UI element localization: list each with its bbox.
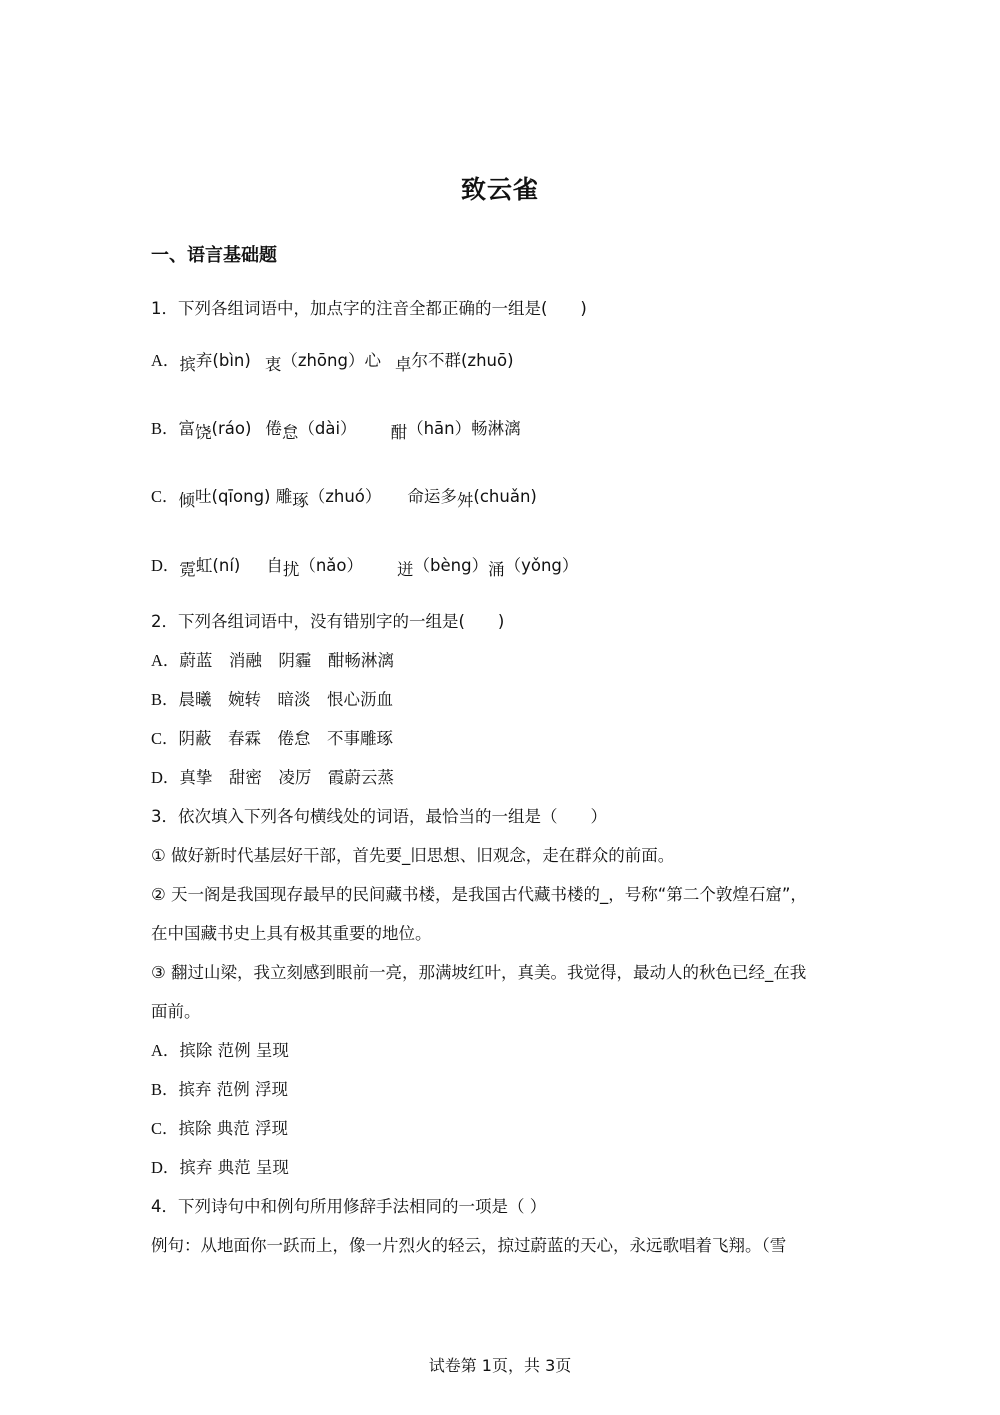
question-3-option-d: D．摈弃 典范 呈现 (151, 1158, 289, 1177)
question-3-sentence-2: ② 天一阁是我国现存最早的民间藏书楼，是我国古代藏书楼的_，号称“第二个敦煌石窟”， (151, 885, 807, 904)
question-3-option-c: C．摈除 典范 浮现 (151, 1119, 289, 1138)
question-1-option-a: A．摈弃(bìn) 衷（zhōng）心 卓尔不群(zhuō) (151, 351, 514, 374)
page-footer: 试卷第 1页，共 3页 (428, 1356, 572, 1375)
question-3-option-b: B．摈弃 范例 浮现 (151, 1080, 289, 1099)
question-3-sentence-3: ③ 翻过山梁，我立刻感到眼前一亮，那满坡红叶，真美。我觉得，最动人的秋色已经_在我 (151, 963, 807, 982)
section-heading: 一、语言基础题 (151, 245, 277, 266)
question-2-option-b: B．晨曦 婉转 暗淡 恨心沥血 (151, 690, 394, 709)
question-2-option-c: C．阴蔽 春霖 倦怠 不事雕琢 (151, 729, 394, 748)
question-3-sentence-2-cont: 在中国藏书史上具有极其重要的地位。 (151, 924, 432, 943)
question-1-stem: 1．下列各组词语中，加点字的注音全都正确的一组是( ) (151, 299, 587, 318)
question-2-option-d: D．真挚 甜密 凌厉 霞蔚云蒸 (151, 768, 394, 787)
question-2-option-a: A．蔚蓝 消融 阴霾 酣畅淋漓 (151, 651, 394, 670)
question-3-sentence-1: ① 做好新时代基层好干部，首先要_旧思想、旧观念，走在群众的前面。 (151, 846, 675, 865)
question-1-option-d: D．霓虹(ní) 自扰（nǎo） 迸（bèng）涌（yǒng） (151, 556, 579, 579)
question-2-stem: 2．下列各组词语中，没有错别字的一组是( ) (151, 612, 505, 631)
question-3-option-a: A．摈除 范例 呈现 (151, 1041, 289, 1060)
question-3-sentence-3-cont: 面前。 (151, 1002, 201, 1021)
question-4-stem: 4．下列诗句中和例句所用修辞手法相同的一项是（ ） (151, 1197, 547, 1216)
question-1-option-b: B．富饶(ráo) 倦怠（dài） 酣（hān）畅淋漓 (151, 419, 521, 442)
page-title: 致云雀 (460, 175, 539, 204)
question-4-example: 例句：从地面你一跃而上，像一片烈火的轻云，掠过蔚蓝的天心，永远歌唱着飞翔。（雪 (151, 1236, 787, 1255)
question-3-stem: 3．依次填入下列各句横线处的词语，最恰当的一组是（ ） (151, 807, 607, 826)
question-1-option-c: C．倾吐(qīong) 雕琢（zhuó） 命运多舛(chuǎn) (151, 487, 537, 510)
